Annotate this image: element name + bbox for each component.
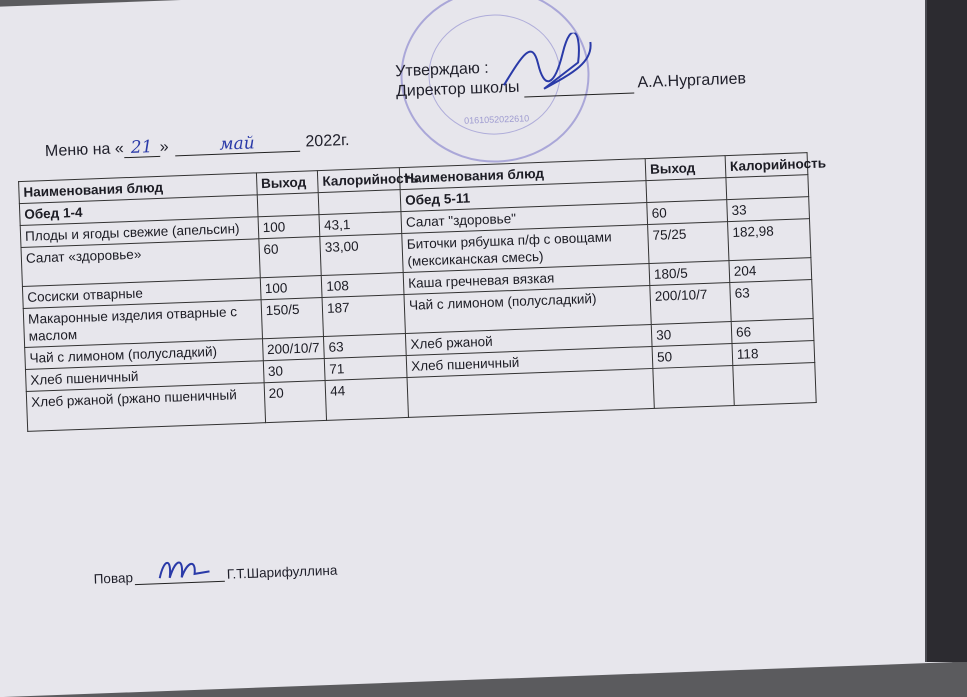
table-cell: 60 <box>647 200 728 225</box>
menu-year: 2022г. <box>305 131 350 151</box>
table-cell: Хлеб пшеничный <box>25 361 263 392</box>
stamp-number: 0161052022610 <box>463 113 530 126</box>
header-dish-left: Наименования блюд <box>19 173 257 204</box>
table-cell: 66 <box>731 319 814 344</box>
table-cell: 30 <box>651 322 732 347</box>
table-cell: 44 <box>325 377 408 420</box>
table-cell: 63 <box>730 280 813 322</box>
cook-label: Повар <box>93 570 134 587</box>
table-cell: 33 <box>727 197 810 222</box>
table-cell: 100 <box>258 215 320 239</box>
section-right: Обед 5-11 <box>400 181 647 212</box>
table-cell: 200/10/7 <box>262 336 324 360</box>
approval-position: Директор школы <box>395 78 520 101</box>
approval-line1: Утверждаю : <box>394 59 489 81</box>
table-cell: Салат «здоровье» <box>21 239 260 287</box>
table-cell: 60 <box>259 237 322 278</box>
background-edge-dark <box>927 0 967 662</box>
cook-signature-line <box>135 567 225 585</box>
cook-name: Г.Т.Шарифуллина <box>226 562 338 582</box>
table-cell: 75/25 <box>648 222 729 264</box>
table-cell <box>646 178 727 203</box>
menu-title-prefix: Меню на « <box>44 140 125 161</box>
menu-table <box>18 152 827 432</box>
table-cell: 187 <box>322 295 405 337</box>
table-cell: 150/5 <box>261 298 324 339</box>
table-cell: Плоды и ягоды свежие (апельсин) <box>20 217 258 248</box>
menu-month: май <box>174 133 300 157</box>
table-cell <box>257 193 319 217</box>
cook-signature-block <box>93 563 337 587</box>
header-calories-left: Калорийность <box>318 168 401 193</box>
table-cell <box>653 366 734 409</box>
table-cell: 50 <box>652 344 733 369</box>
table-cell: Биточки рябушка п/ф с овощами (мексиканская смесь) <box>402 225 649 273</box>
table-cell <box>733 363 816 406</box>
table-cell: 182,98 <box>728 219 811 261</box>
table-cell: Хлеб пшеничный <box>406 346 653 377</box>
table-cell: 43,1 <box>319 212 402 237</box>
header-dish-right: Наименования блюд <box>399 159 646 190</box>
table-cell: Чай с лимоном (полусладкий) <box>25 339 263 370</box>
header-portion-left: Выход <box>256 171 318 195</box>
table-cell: 118 <box>732 341 815 366</box>
director-signature-line <box>523 78 633 97</box>
table-cell: 200/10/7 <box>650 283 731 325</box>
table-cell: 20 <box>264 380 327 422</box>
table-cell: Хлеб ржаной <box>406 324 653 355</box>
header-portion-right: Выход <box>645 156 726 181</box>
table-cell: 71 <box>324 355 407 380</box>
table-cell: 63 <box>324 333 407 358</box>
table-cell: 33,00 <box>320 234 403 276</box>
director-signature-icon <box>482 32 594 96</box>
cook-signature-icon <box>154 551 215 583</box>
table-cell: Каша гречневая вязкая <box>403 264 650 295</box>
table-cell: Макаронные изделия отварные с маслом <box>23 300 262 348</box>
table-cell: 100 <box>260 276 322 300</box>
menu-title-mid: » <box>159 138 169 156</box>
table-cell: Сосиски отварные <box>22 278 260 309</box>
menu-date-title <box>45 131 350 161</box>
table-cell: Чай с лимоном (полусладкий) <box>404 286 651 334</box>
table-cell: 180/5 <box>649 261 730 286</box>
table-cell <box>318 190 401 215</box>
table-cell: 108 <box>321 273 404 298</box>
table-cell: 30 <box>263 358 325 382</box>
menu-day: 21 <box>123 138 160 158</box>
table-cell: 204 <box>729 258 812 283</box>
director-name: А.А.Нургалиев <box>637 70 747 92</box>
table-cell: Хлеб ржаной (ржано пшеничный <box>26 383 265 432</box>
section-left: Обед 1-4 <box>19 195 257 226</box>
table-cell <box>726 175 809 200</box>
header-calories-right: Калорийность <box>725 153 808 178</box>
table-cell <box>407 368 654 417</box>
table-cell: Салат "здоровье" <box>401 203 648 234</box>
